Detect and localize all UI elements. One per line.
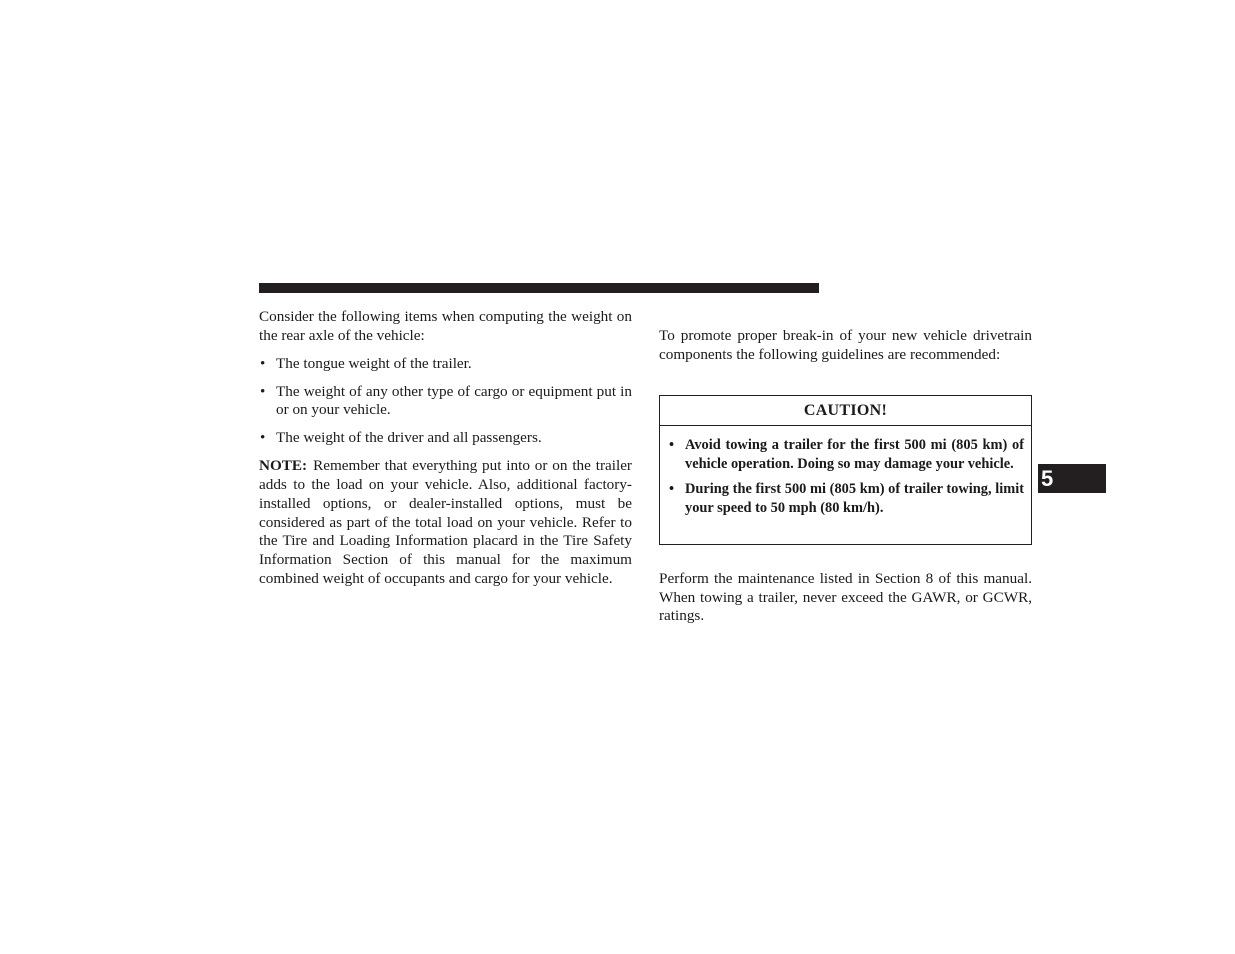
bullet-icon: • bbox=[260, 354, 266, 372]
caution-heading: CAUTION! bbox=[660, 396, 1031, 426]
caution-item-text: During the first 500 mi (805 km) of trailer towing, limit your speed to 50 mph (80 km/h). bbox=[685, 481, 1024, 517]
chapter-tab bbox=[1038, 464, 1106, 493]
note-paragraph bbox=[259, 457, 632, 588]
caution-box bbox=[659, 395, 1032, 545]
list-item bbox=[668, 436, 1024, 473]
right-column-intro-block bbox=[659, 327, 1032, 364]
list-item bbox=[259, 383, 632, 420]
caution-item-text: Avoid towing a trailer for the first 500 mi (805 km) of vehicle operation. Doing so may damage your vehicle. bbox=[685, 437, 1024, 472]
list-item bbox=[259, 429, 632, 448]
break-in-intro: To promote proper break-in of your new vehicle drivetrain components the following guidelines are recommended: bbox=[659, 327, 1032, 363]
note-label: NOTE: bbox=[259, 457, 308, 475]
bullet-icon: • bbox=[260, 382, 266, 400]
caution-list bbox=[660, 426, 1031, 518]
list-item bbox=[668, 480, 1024, 517]
list-item-text: The tongue weight of the trailer. bbox=[276, 354, 472, 372]
maintenance-paragraph: Perform the maintenance listed in Section 8 of this manual. When towing a trailer, never exceed the GAWR, or GCWR, ratings. bbox=[659, 570, 1032, 625]
maintenance-block bbox=[659, 570, 1032, 626]
section-header-rule bbox=[259, 283, 819, 293]
list-item-text: The weight of any other type of cargo or equipment put in or on your vehicle. bbox=[276, 382, 632, 419]
list-item bbox=[259, 355, 632, 374]
bullet-icon: • bbox=[669, 437, 675, 453]
bullet-icon: • bbox=[669, 481, 675, 498]
note-text: Remember that everything put into or on the trailer adds to the load on your vehicle. Also, additional factory-installed options, or dealer-installed options, must be considered as part of the total load on your vehicle. Refer to the Tire and Loading Information placard in the Tire Safety Information Section of this manual for the maximum combined weight of occupants and cargo for your vehicle. bbox=[259, 457, 632, 587]
left-column bbox=[259, 308, 632, 588]
chapter-number: 5 bbox=[1041, 466, 1054, 491]
rear-axle-intro: Consider the following items when computing the weight on the rear axle of the vehicle: bbox=[259, 308, 632, 344]
rear-axle-bullet-list bbox=[259, 355, 632, 448]
bullet-icon: • bbox=[260, 429, 266, 447]
list-item-text: The weight of the driver and all passengers. bbox=[276, 429, 542, 447]
